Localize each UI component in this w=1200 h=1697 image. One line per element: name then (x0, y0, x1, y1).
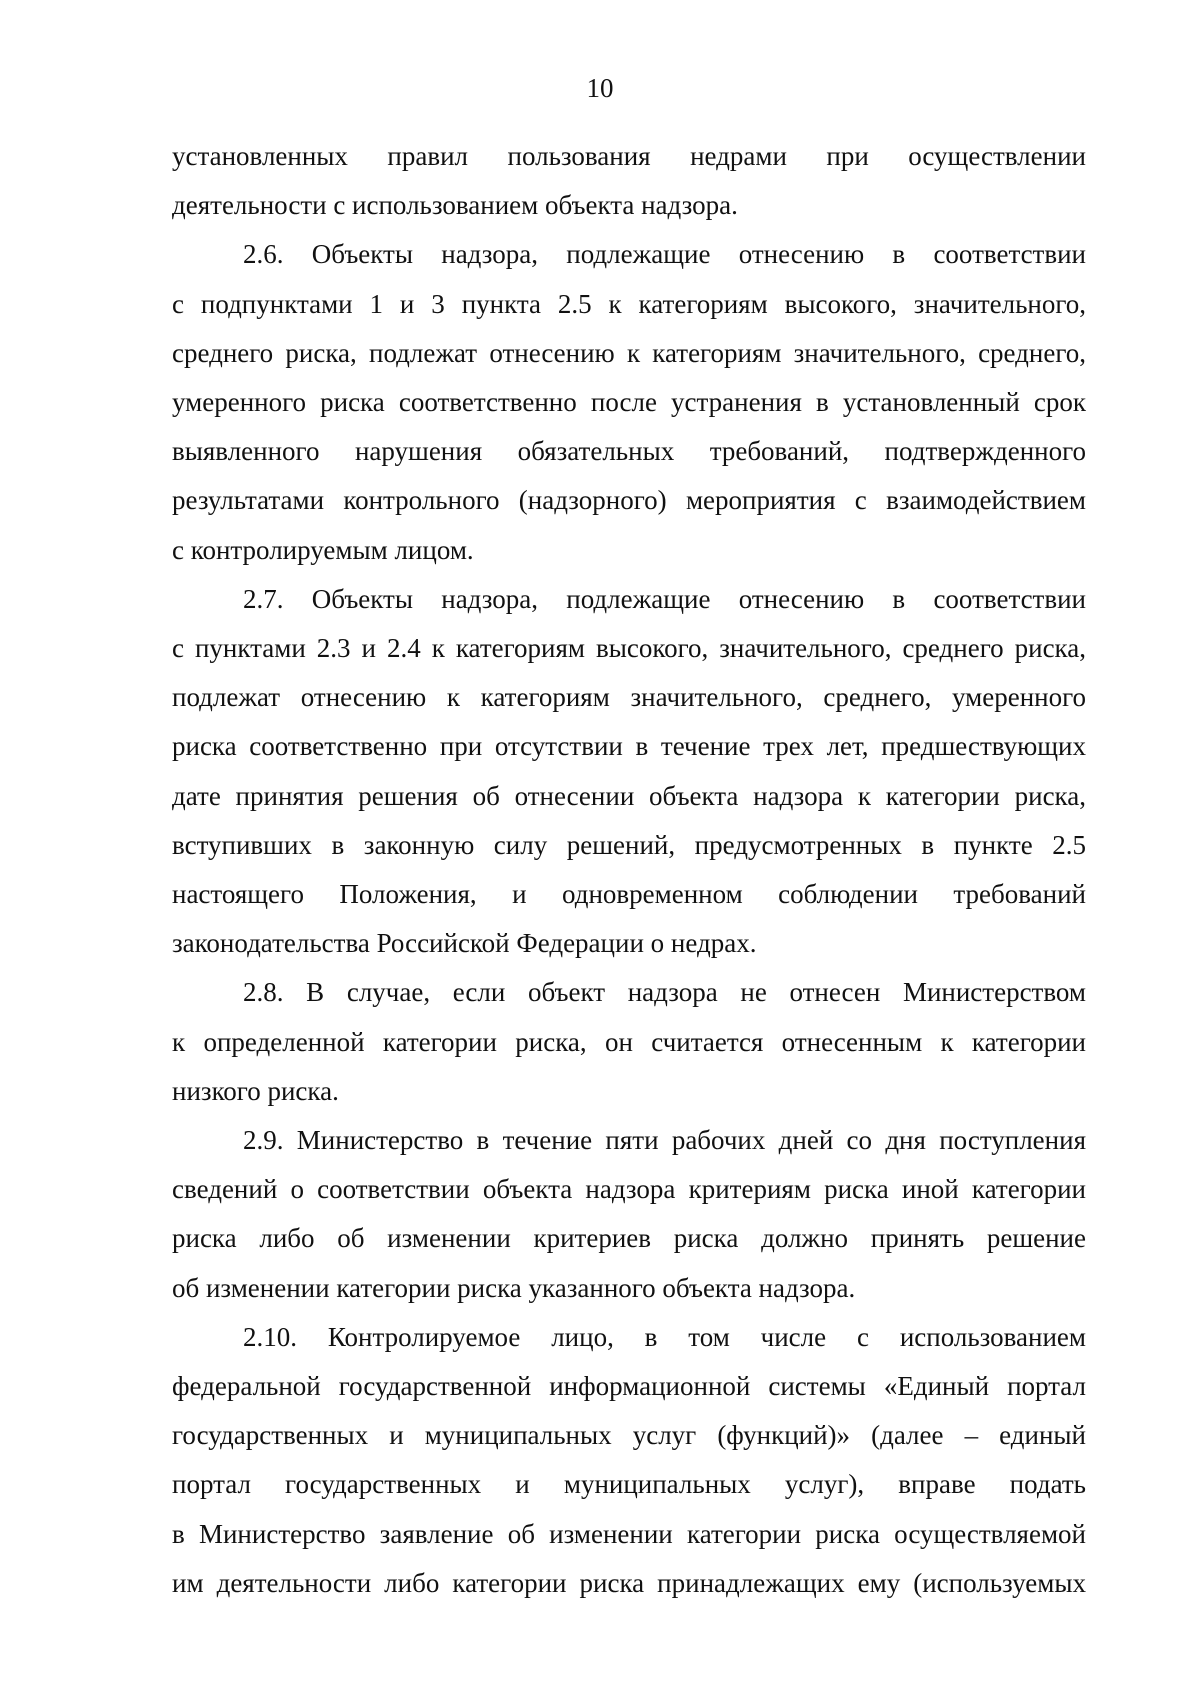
text-line: федеральной государственной информационной системы «Единый портал (172, 1371, 1086, 1402)
text-line: с подпунктами 1 и 3 пункта 2.5 к категориям высокого, значительного, (172, 288, 1086, 319)
text-line: деятельности с использованием объекта надзора. (172, 190, 738, 221)
text-line: установленных правил пользования недрами при осуществлении (172, 141, 1086, 171)
text-line: риска либо об изменении критериев риска должно принять решение (172, 1223, 1086, 1254)
text-line: сведений о соответствии объекта надзора критериям риска иной категории (172, 1174, 1086, 1205)
text-line: 2.9. Министерство в течение пяти рабочих дней со дня поступления (243, 1125, 1086, 1156)
text-line: с контролируемым лицом. (172, 534, 474, 565)
text-line: в Министерство заявление об изменении категории риска осуществляемой (172, 1518, 1086, 1549)
text-line: подлежат отнесению к категориям значительного, среднего, умеренного (172, 682, 1086, 713)
paragraph-2-7 (172, 575, 1086, 969)
text-line: низкого риска. (172, 1075, 339, 1106)
page-number: 10 (586, 73, 614, 103)
document-body (172, 132, 1086, 1608)
text-line: к определенной категории риска, он считается отнесенным к категории (172, 1026, 1086, 1057)
text-line: им деятельности либо категории риска принадлежащих ему (используемых (172, 1567, 1086, 1598)
paragraph-2-10 (172, 1313, 1086, 1608)
paragraph-2-8 (172, 968, 1086, 1116)
text-line: 2.8. В случае, если объект надзора не отнесен Министерством (243, 977, 1086, 1008)
text-line: результатами контрольного (надзорного) мероприятия с взаимодействием (172, 485, 1086, 516)
text-line: риска соответственно при отсутствии в течение трех лет, предшествующих (172, 731, 1086, 762)
text-line: выявленного нарушения обязательных требований, подтвержденного (172, 436, 1086, 467)
text-line: среднего риска, подлежат отнесению к категориям значительного, среднего, (172, 337, 1086, 368)
text-line: 2.10. Контролируемое лицо, в том числе с использованием (243, 1321, 1086, 1352)
text-line: 2.7. Объекты надзора, подлежащие отнесению в соответствии (243, 583, 1086, 614)
text-line: 2.6. Объекты надзора, подлежащие отнесению в соответствии (243, 239, 1086, 270)
text-line: с пунктами 2.3 и 2.4 к категориям высокого, значительного, среднего риска, (172, 633, 1086, 664)
text-line: государственных и муниципальных услуг (функций)» (далее – единый (172, 1420, 1086, 1451)
paragraph (172, 132, 1086, 230)
text-line: вступивших в законную силу решений, предусмотренных в пункте 2.5 (172, 829, 1086, 860)
text-line: настоящего Положения, и одновременном соблюдении требований (172, 879, 1086, 910)
text-line: дате принятия решения об отнесении объекта надзора к категории риска, (172, 780, 1086, 811)
text-line: об изменении категории риска указанного объекта надзора. (172, 1272, 856, 1303)
text-line: портал государственных и муниципальных услуг), вправе подать (172, 1469, 1086, 1500)
text-line: законодательства Российской Федерации о недрах. (172, 928, 757, 959)
paragraph-2-6 (172, 230, 1086, 574)
text-line: умеренного риска соответственно после устранения в установленный срок (172, 387, 1086, 418)
paragraph-2-9 (172, 1116, 1086, 1313)
